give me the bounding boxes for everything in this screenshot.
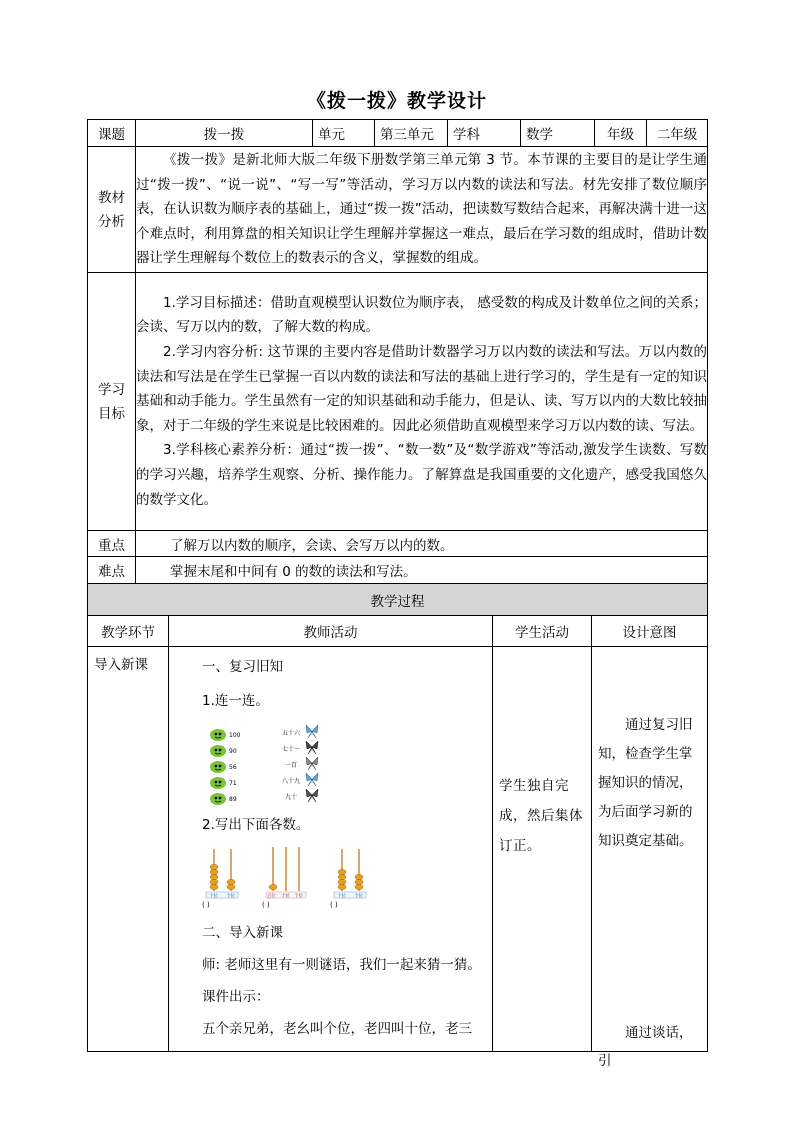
abacus-2 — [262, 847, 306, 909]
stage-text: 导入新课 — [94, 657, 148, 673]
review-heading: 一、复习旧知 — [202, 659, 283, 675]
abacus-1-answer[interactable]: ( ) — [202, 901, 210, 909]
abacus-1-tens-label: 十位 — [209, 894, 218, 899]
abacus-2-tens-label: 十位 — [281, 894, 290, 899]
goal-paragraph-1: 1.学习目标描述：借助直观模型认识数位为顺序表， 感受数的构成及计数单位之间的关系；会读、写万以内的数，了解大数的构成。 — [136, 294, 707, 336]
butterfly-group — [306, 725, 318, 802]
teacher-activity — [169, 647, 493, 1052]
match-right-1: 五十六 — [282, 730, 301, 737]
topic-label: 课题 — [88, 120, 136, 147]
material-text: 《拨一拨》是新北师大版二年级下册数学第三单元第 3 节。本节课的主要目的是让学生通过“拨一拨”、“说一说”、“写一写”等活动，学习万以内数的读法和写法。材先安排了数位顺序表，在认识数为顺序表的基础上，通过“拨一拨”活动，把读数写数结合起来，再解决满十进一这个难点时，利用算盘的相关知识让学生理解并掌握这一难点，最后在学习数的组成时，借助计数器让学生理解每个数位上的数表示的含义，掌握数的组成。 — [136, 152, 707, 267]
abacus-1 — [202, 849, 238, 909]
col-intent: 设计意图 — [592, 616, 708, 647]
stage-cell — [88, 647, 169, 1052]
teacher-riddle-line: 师: 老师这里有一则谜语，我们一起来猜一猜。 — [202, 957, 481, 973]
match-left-2: 90 — [229, 748, 237, 755]
material-analysis — [136, 147, 708, 273]
lesson-info-table — [87, 119, 708, 584]
abacus-3-tens-label: 十位 — [337, 894, 346, 899]
page-title: 《拨一拨》教学设计 — [306, 90, 487, 112]
match-left-5: 89 — [229, 796, 237, 803]
grade-value: 二年级 — [647, 120, 708, 147]
grade-label: 年级 — [595, 120, 647, 147]
col-stage: 教学环节 — [88, 616, 169, 647]
process-heading: 教学过程 — [88, 584, 708, 616]
material-label — [88, 147, 136, 273]
match-right-5: 九十 — [285, 794, 298, 801]
match-right-3: 一百 — [285, 762, 298, 769]
goals-label-line2: 目标 — [98, 405, 125, 422]
difficulty-text: 掌握末尾和中间有 0 的数的读法和写法。 — [136, 557, 708, 584]
subject-value: 数学 — [521, 120, 595, 147]
abacus-2-ones-label: 个位 — [294, 894, 303, 899]
match-right-2: 七十一 — [282, 746, 301, 753]
abacus-2-answer[interactable]: ( ) — [262, 901, 270, 909]
match-left-1: 100 — [229, 732, 241, 739]
courseware-line: 课件出示： — [202, 989, 270, 1005]
abacus-1-ones-label: 个位 — [226, 894, 235, 899]
unit-value: 第三单元 — [375, 120, 448, 147]
matching-exercise-image — [202, 723, 332, 805]
subject-label: 学科 — [448, 120, 521, 147]
student-text: 学生独自完成，然后集体订正。 — [499, 778, 583, 854]
abacus-3-answer[interactable]: ( ) — [330, 901, 338, 909]
caterpillar-group — [210, 729, 226, 805]
material-label-line1: 教材 — [98, 189, 125, 206]
material-label-line2: 分析 — [98, 213, 125, 230]
intent-text-1: 通过复习旧知，检查学生掌握知识的情况，为后面学习新的知识奠定基础。 — [598, 717, 693, 849]
goals-label — [88, 273, 136, 531]
design-intent — [592, 647, 708, 1069]
match-right-4: 八十九 — [282, 778, 301, 785]
abacus-2-hundreds-label: 百位 — [267, 894, 276, 899]
match-left-4: 71 — [229, 780, 237, 787]
write-numbers-task: 2.写出下面各数。 — [202, 817, 310, 833]
key-label: 重点 — [88, 531, 136, 557]
goal-paragraph-2: 2.学习内容分析: 这节课的主要内容是借助计数器学习万以内数的读法和写法。万以内数的读法和写法是在学生已掌握一百以内数的读法和写法的基础上进行学习的，学生是有一定的知识基础和动手能力。学生虽然有一定的知识基础和动手能力，但是认、读、写万以内的大数比较抽象，对于二年级的学生来说是比较困难的。因此必须借助直观模型来学习万以内数的读、写法。 — [136, 344, 707, 434]
abacus-3 — [330, 849, 366, 909]
goal-paragraph-3: 3.学科核心素养分析：通过“拨一拨”、“数一数”及“数学游戏”等活动,激发学生读数、写数的学习兴趣，培养学生观察、分析、操作能力。了解算盘是我国重要的文化遗产，感受我国悠久的数学文化。 — [136, 442, 707, 508]
learning-goals — [136, 273, 708, 531]
col-student: 学生活动 — [493, 616, 592, 647]
col-teacher: 教师活动 — [169, 616, 493, 647]
intro-heading: 二、导入新课 — [202, 925, 283, 941]
difficulty-label: 难点 — [88, 557, 136, 584]
riddle-text: 五个亲兄弟，老幺叫个位，老四叫十位，老三 — [202, 1021, 472, 1037]
key-text: 了解万以内数的顺序，会读、会写万以内的数。 — [136, 531, 708, 557]
student-activity — [493, 647, 592, 1052]
abacus-3-ones-label: 个位 — [354, 894, 363, 899]
topic-value: 拨一拨 — [136, 120, 313, 147]
match-left-3: 56 — [229, 764, 237, 771]
abacus-exercise-image — [202, 847, 382, 909]
intent-text-2: 通过谈话，引 — [598, 1025, 693, 1069]
unit-label: 单元 — [313, 120, 375, 147]
teaching-process-table — [87, 583, 708, 1069]
connect-task: 1.连一连。 — [202, 693, 269, 709]
goals-label-line1: 学习 — [98, 381, 125, 398]
